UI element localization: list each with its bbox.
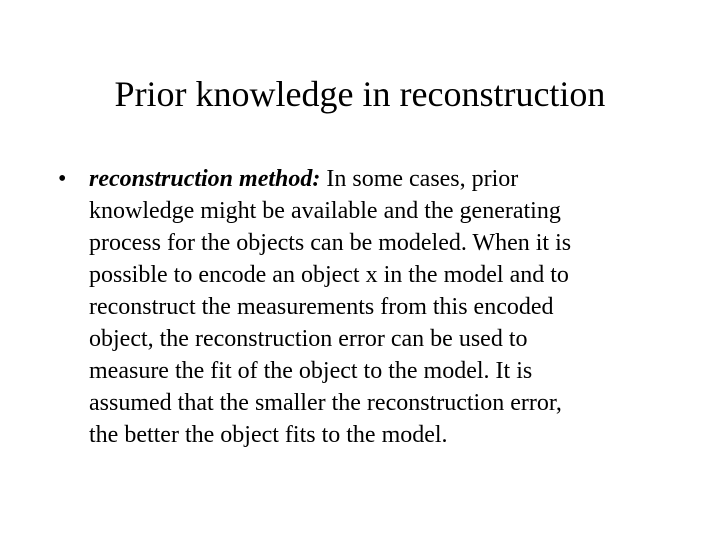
bullet-line: reconstruct the measurements from this encoded bbox=[89, 294, 554, 320]
bullet-line: possible to encode an object x in the model and to bbox=[89, 262, 569, 288]
bullet-line: process for the objects can be modeled. When it is bbox=[89, 230, 572, 256]
bullet-line: the better the object fits to the model. bbox=[89, 422, 448, 448]
bullet-line: object, the reconstruction error can be used to bbox=[89, 326, 528, 352]
slide-title: Prior knowledge in reconstruction bbox=[114, 74, 606, 114]
bullet-item bbox=[58, 163, 658, 451]
bullet-line-1 bbox=[89, 163, 658, 195]
bullet-lead-term: reconstruction method: bbox=[89, 166, 321, 192]
bullet-marker: • bbox=[58, 166, 67, 192]
bullet-first-line-text: In some cases, prior bbox=[320, 166, 519, 192]
bullet-list bbox=[58, 163, 658, 451]
bullet-line: measure the fit of the object to the model. It is bbox=[89, 358, 533, 384]
bullet-line: knowledge might be available and the generating bbox=[89, 198, 561, 224]
bullet-line: assumed that the smaller the reconstruction error, bbox=[89, 390, 562, 416]
